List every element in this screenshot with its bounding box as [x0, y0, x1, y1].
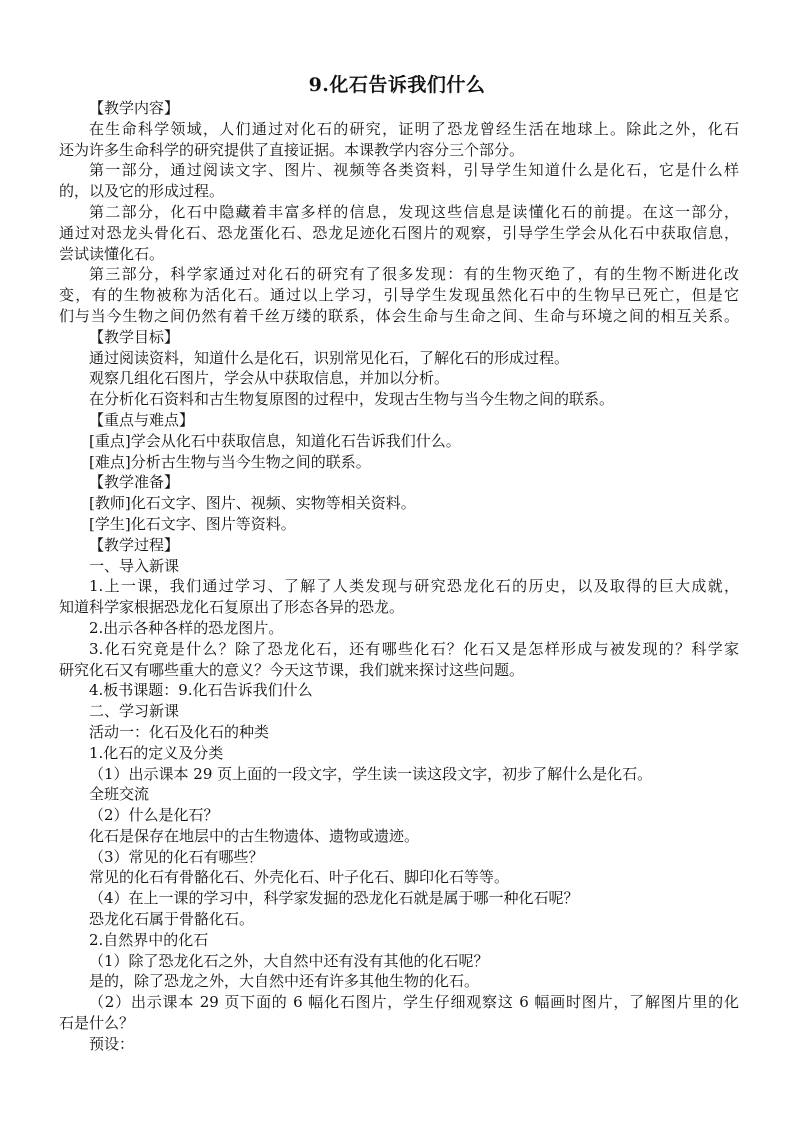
- text-line: 是的，除了恐龙之外，大自然中还有许多其他生物的化石。: [89, 972, 480, 991]
- text-line: 预设：: [89, 1034, 135, 1053]
- text-line: （2）出示课本 29 页下面的 6 幅化石图片，学生仔细观察这 6 幅画时图片，了解图片里的化: [89, 993, 739, 1012]
- text-line: 常见的化石有骨骼化石、外壳化石、叶子化石、脚印化石等等。: [89, 868, 510, 887]
- text-line: 第三部分，科学家通过对化石的研究有了很多发现：有的生物灭绝了，有的生物不断进化改: [89, 265, 739, 284]
- text-line: 全班交流: [89, 785, 150, 804]
- text-line: 二、学习新课: [89, 702, 180, 721]
- text-line: 通过阅读资料，知道什么是化石，识别常见化石，了解化石的形成过程。: [89, 348, 570, 367]
- text-line: 4.板书课题：9.化石告诉我们什么: [89, 681, 313, 700]
- text-line: 一、导入新课: [89, 556, 180, 575]
- text-line: 【教学过程】: [89, 535, 180, 554]
- text-line: 2.出示各种各样的恐龙图片。: [89, 618, 284, 637]
- text-line: 【教学目标】: [89, 327, 180, 346]
- text-line: 2.自然界中的化石: [89, 930, 209, 949]
- text-line: 3.化石究竟是什么？除了恐龙化石，还有哪些化石？化石又是怎样形成与被发现的？科学家: [89, 639, 739, 658]
- text-line: 1.化石的定义及分类: [89, 743, 224, 762]
- document-title: 9.化石告诉我们什么: [308, 74, 486, 96]
- document-body: [59, 98, 739, 1055]
- text-line: 在生命科学领域，人们通过对化石的研究，证明了恐龙曾经生活在地球上。除此之外，化石: [89, 119, 739, 138]
- text-line: [难点]分析古生物与当今生物之间的联系。: [89, 452, 371, 471]
- text-line: 通过对恐龙头骨化石、恐龙蛋化石、恐龙足迹化石图片的观察，引导学生学会从化石中获取信息，: [59, 223, 739, 242]
- text-line: 们与当今生物之间仍然有着千丝万缕的联系，体会生命与生命之间、生命与环境之间的相互关系。: [59, 306, 739, 325]
- text-line: （3）常见的化石有哪些？: [89, 847, 264, 866]
- text-line: [重点]学会从化石中获取信息，知道化石告诉我们什么。: [89, 431, 461, 450]
- text-line: 变，有的生物被称为活化石。通过以上学习，引导学生发现虽然化石中的生物早已死亡，但是它: [59, 286, 739, 305]
- text-line: （4）在上一课的学习中，科学家发掘的恐龙化石就是属于哪一种化石呢？: [89, 889, 579, 908]
- text-line: 石是什么？: [59, 1014, 135, 1033]
- text-line: 观察几组化石图片，学会从中获取信息，并加以分析。: [89, 369, 450, 388]
- text-line: 恐龙化石属于骨骼化石。: [89, 910, 255, 929]
- text-line: [学生]化石文字、图片等资料。: [89, 514, 296, 533]
- text-line: 尝试读懂化石。: [59, 244, 165, 263]
- text-line: 在分析化石资料和古生物复原图的过程中，发现古生物与当今生物之间的联系。: [89, 390, 615, 409]
- text-line: 研究化石又有哪些重大的意义？今天这节课，我们就来探讨这些问题。: [59, 660, 525, 679]
- text-line: [教师]化石文字、图片、视频、实物等相关资料。: [89, 494, 416, 513]
- text-line: 第二部分，化石中隐藏着丰富多样的信息，发现这些信息是读懂化石的前提。在这一部分，: [89, 202, 739, 221]
- text-line: （2）什么是化石？: [89, 806, 219, 825]
- text-line: （1）出示课本 29 页上面的一段文字，学生读一读这段文字，初步了解什么是化石。: [89, 764, 653, 783]
- text-line: 活动一：化石及化石的种类: [89, 722, 270, 741]
- text-line: 知道科学家根据恐龙化石复原出了形态各异的恐龙。: [59, 598, 405, 617]
- text-line: 化石是保存在地层中的古生物遗体、遗物或遗迹。: [89, 826, 420, 845]
- text-line: 【重点与难点】: [89, 410, 195, 429]
- text-line: 第一部分，通过阅读文字、图片、视频等各类资料，引导学生知道什么是化石，它是什么样: [89, 161, 739, 180]
- text-line: 1.上一课，我们通过学习、了解了人类发现与研究恐龙化石的历史，以及取得的巨大成就，: [89, 577, 739, 596]
- text-line: 【教学内容】: [89, 99, 180, 117]
- text-line: 的，以及它的形成过程。: [59, 182, 225, 201]
- text-line: 【教学准备】: [89, 473, 180, 492]
- text-line: 还为许多生命科学的研究提供了直接证据。本课教学内容分三个部分。: [59, 140, 525, 159]
- text-line: （1）除了恐龙化石之外，大自然中还有没有其他的化石呢？: [89, 951, 489, 970]
